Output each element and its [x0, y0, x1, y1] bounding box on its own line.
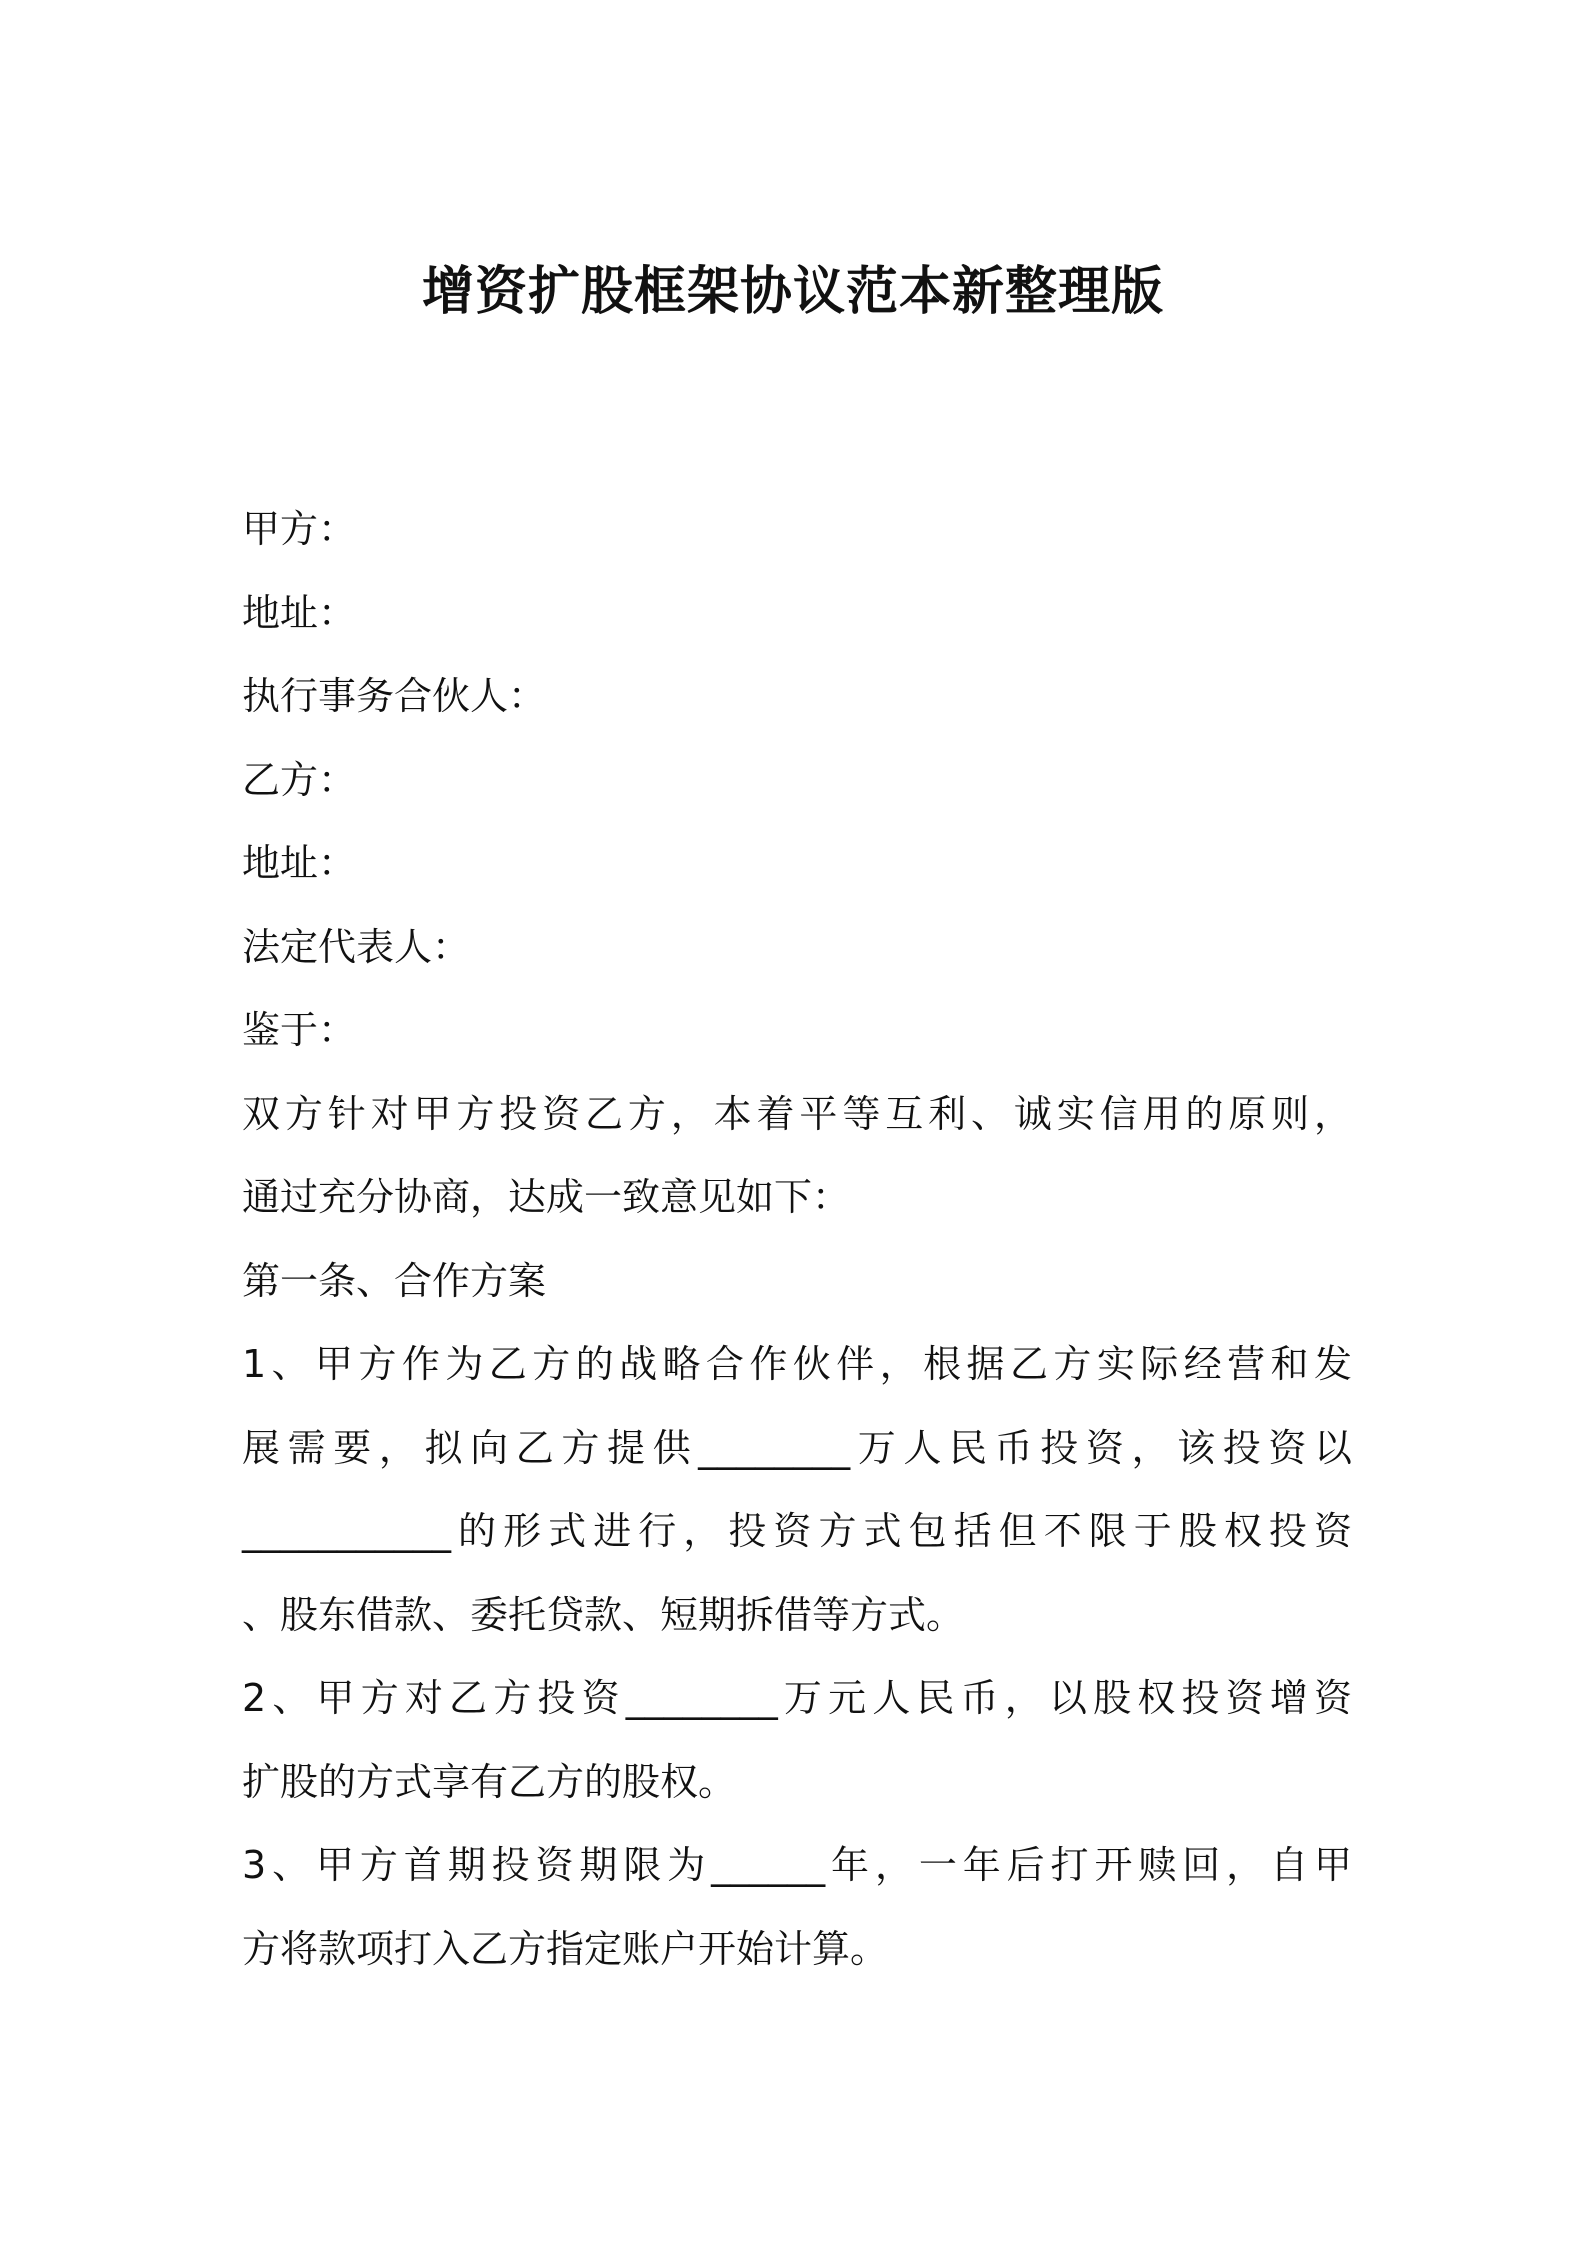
party-a-address-label: 地址：: [242, 590, 357, 635]
legal-representative-label: 法定代表人：: [242, 924, 471, 969]
whereas-label: 鉴于：: [242, 1008, 357, 1052]
preamble-line-1: 双方针对甲方投资乙方，本着平等互利、诚实信用的原则，: [242, 1091, 1352, 1136]
clause-1-line-1: 1、甲方作为乙方的战略合作伙伴，根据乙方实际经营和发: [242, 1342, 1352, 1386]
article-1-heading: 第一条、合作方案: [242, 1258, 547, 1303]
document-title: 增资扩股框架协议范本新整理版: [421, 262, 1164, 322]
document-body: [242, 488, 1352, 1991]
clause-1-line-3: ___________的形式进行，投资方式包括但不限于股权投资: [242, 1509, 1352, 1553]
party-a-label: 甲方：: [242, 507, 357, 551]
party-b-label: 乙方：: [242, 757, 357, 802]
preamble-line-2: 通过充分协商，达成一致意见如下：: [242, 1175, 851, 1219]
party-b-address-label: 地址：: [242, 841, 357, 885]
clause-3-line-2: 方将款项打入乙方指定账户开始计算。: [242, 1926, 889, 1971]
clause-2-line-1: 2、甲方对乙方投资________万元人民币，以股权投资增资: [242, 1676, 1352, 1720]
clause-1-line-2: 展需要，拟向乙方提供________万人民币投资，该投资以: [242, 1425, 1352, 1470]
managing-partner-label: 执行事务合伙人：: [242, 674, 547, 718]
clause-3-line-1: 3、甲方首期投资期限为______年，一年后打开赎回，自甲: [242, 1843, 1352, 1887]
clause-1-line-4: 、股东借款、委托贷款、短期拆借等方式。: [242, 1592, 965, 1637]
clause-2-line-2: 扩股的方式享有乙方的股权。: [242, 1759, 737, 1804]
